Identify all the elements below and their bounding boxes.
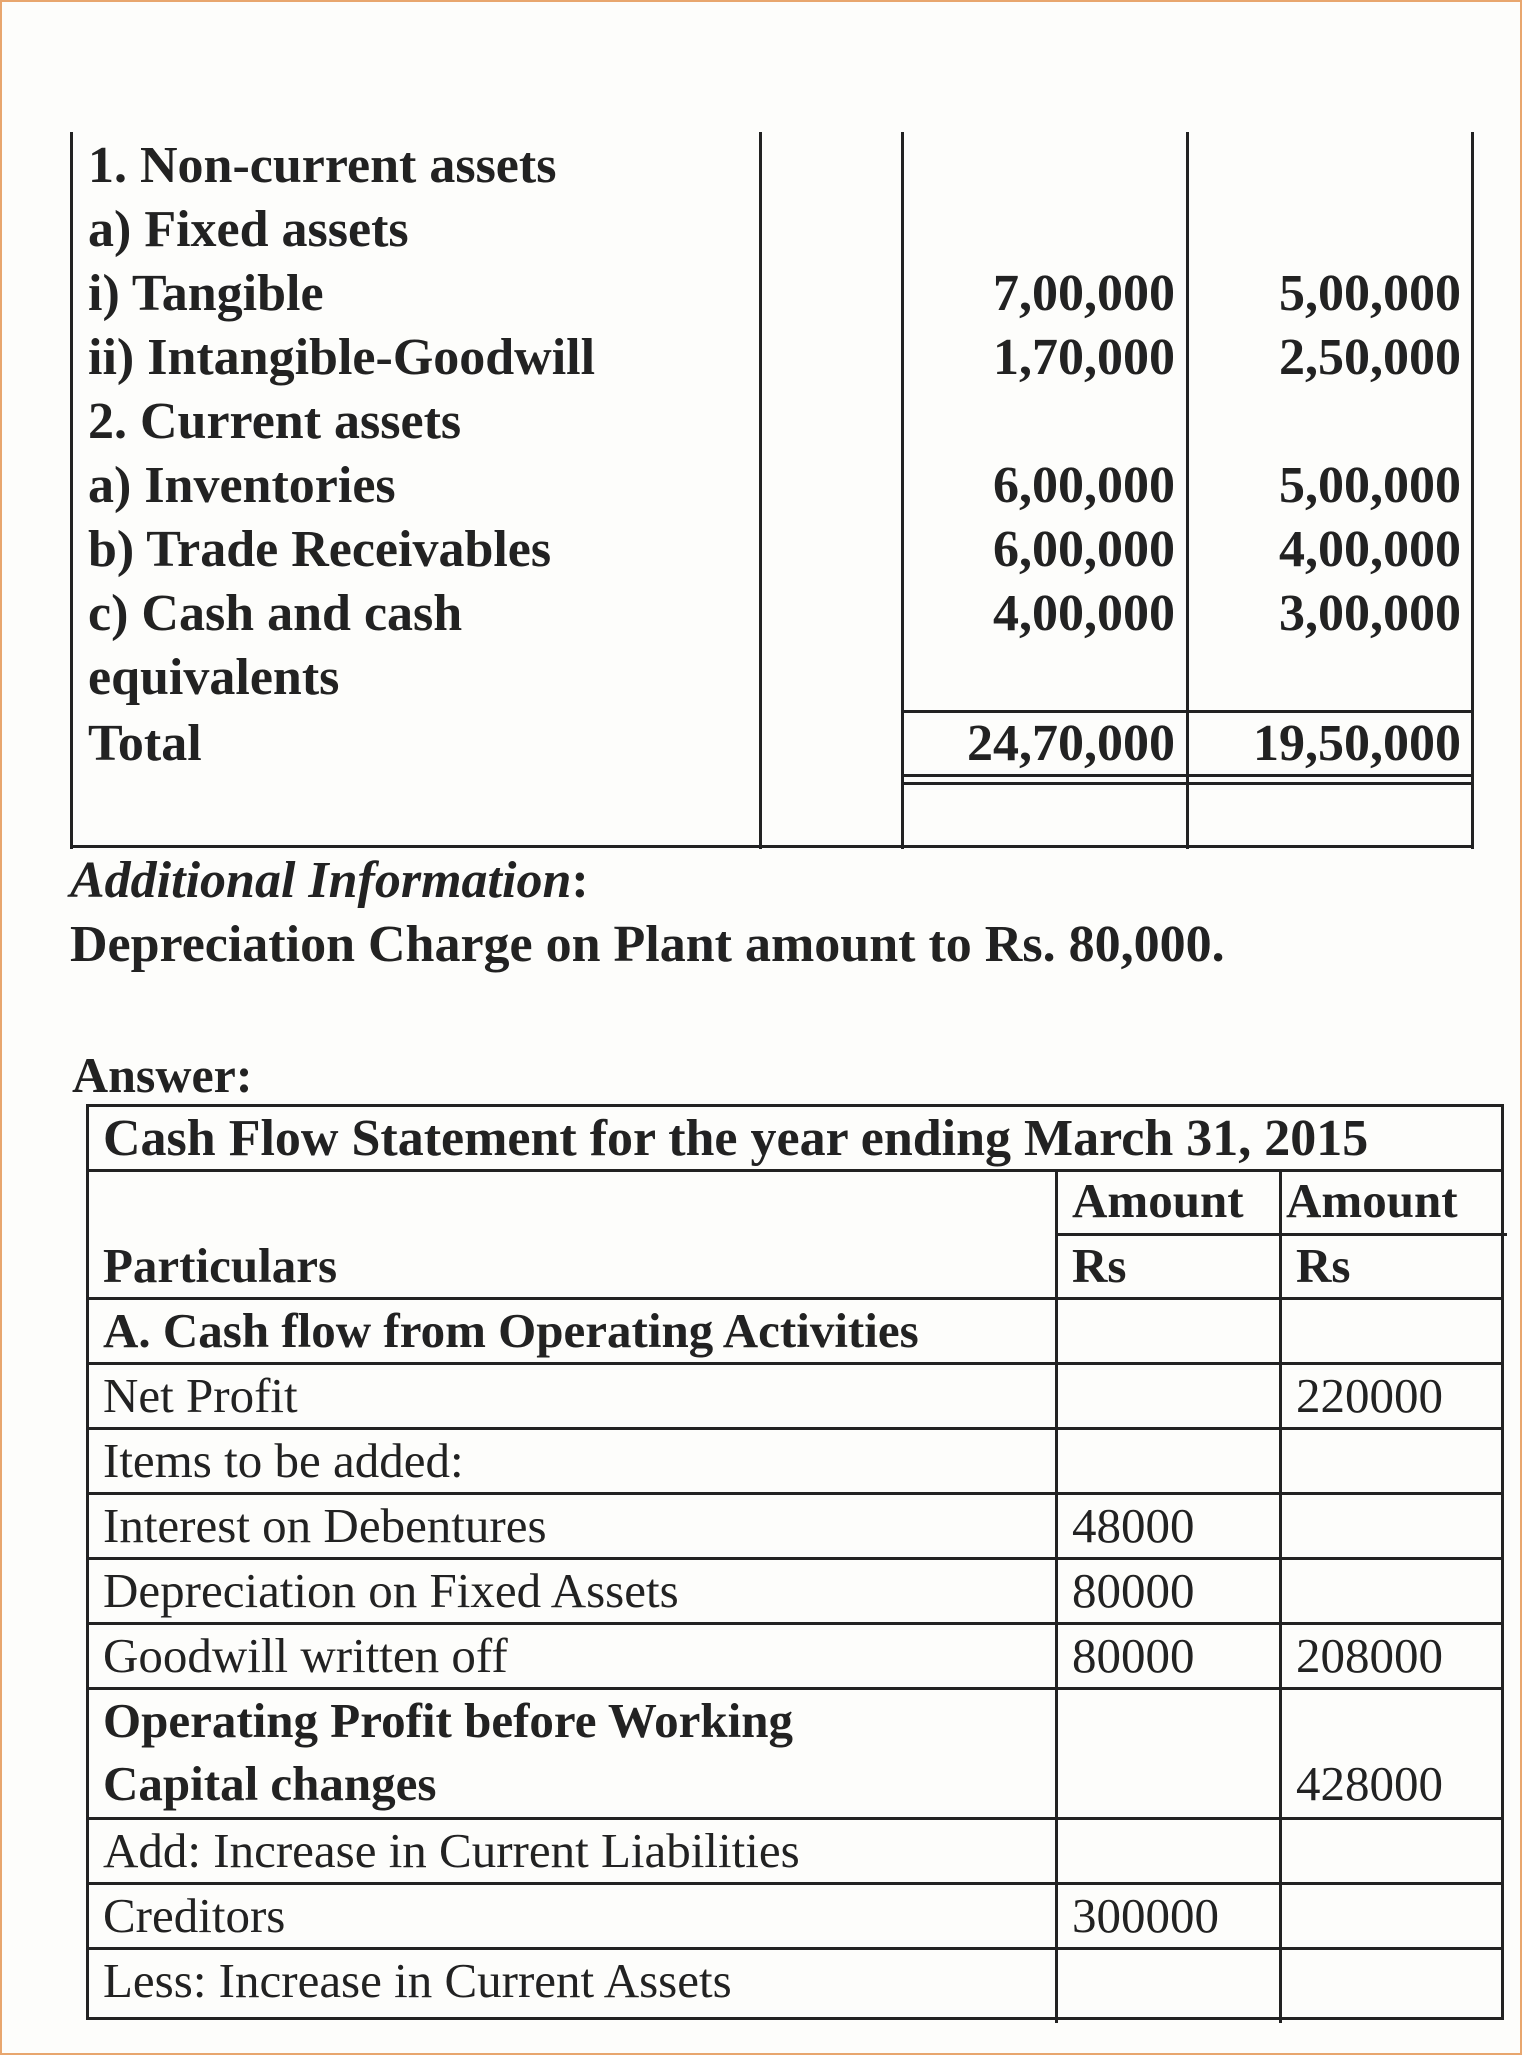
bs-total-current: 24,70,000 xyxy=(967,715,1175,772)
bs-value-current: 4,00,000 xyxy=(993,585,1175,642)
cash-flow-title: Cash Flow Statement for the year ending March 31, 2015 xyxy=(103,1110,1369,1167)
bs-total-rule-double-2 xyxy=(901,782,1474,785)
bs-value-previous: 5,00,000 xyxy=(1279,457,1461,514)
bs-divider-1 xyxy=(759,132,762,849)
row-amount-b: 208000 xyxy=(1296,1628,1443,1683)
bs-row-label: c) Cash and cash xyxy=(88,585,463,642)
additional-info-title xyxy=(70,849,589,913)
additional-info-title-text: Additional Information xyxy=(70,852,572,909)
answer-label: Answer: xyxy=(72,1047,253,1103)
bs-row-label: equivalents xyxy=(88,649,340,706)
bs-row-label: 2. Current assets xyxy=(88,393,462,450)
bs-border-left xyxy=(70,132,73,849)
particulars-header: Particulars xyxy=(103,1238,338,1293)
bs-row-label: ii) Intangible-Goodwill xyxy=(88,329,596,386)
bs-total-previous: 19,50,000 xyxy=(1253,715,1461,772)
row-label: Less: Increase in Current Assets xyxy=(103,1953,732,2008)
subtotal-amount: 428000 xyxy=(1296,1756,1443,1811)
bs-value-current: 6,00,000 xyxy=(993,457,1175,514)
bs-divider-3 xyxy=(1186,132,1189,849)
row-label: Depreciation on Fixed Assets xyxy=(103,1563,679,1618)
row-amount-a: 48000 xyxy=(1072,1498,1195,1553)
col-rule xyxy=(1055,1169,1058,2023)
bs-value-current: 6,00,000 xyxy=(993,521,1175,578)
cash-flow-table xyxy=(86,1104,1504,2020)
col-rule xyxy=(1279,1169,1282,2023)
bs-row-label: a) Fixed assets xyxy=(88,201,409,258)
subtotal-label-line1: Operating Profit before Working xyxy=(103,1693,794,1748)
additional-info-colon: : xyxy=(571,852,589,909)
bs-total-label: Total xyxy=(88,715,202,772)
bs-value-previous: 5,00,000 xyxy=(1279,265,1461,322)
amount-unit-a: Rs xyxy=(1072,1238,1127,1293)
bs-border-right xyxy=(1471,132,1474,849)
amount-header-a: Amount xyxy=(1072,1173,1244,1228)
row-label: Net Profit xyxy=(103,1368,298,1423)
amount-unit-b: Rs xyxy=(1296,1238,1351,1293)
row-label: Add: Increase in Current Liabilities xyxy=(103,1823,800,1878)
row-label: Items to be added: xyxy=(103,1433,464,1488)
row-amount-a: 80000 xyxy=(1072,1563,1195,1618)
subtotal-label-line2: Capital changes xyxy=(103,1756,437,1811)
bs-value-current: 7,00,000 xyxy=(993,265,1175,322)
bs-border-bottom xyxy=(70,845,1474,848)
row-label: Goodwill written off xyxy=(103,1628,508,1683)
row-amount-a: 80000 xyxy=(1072,1628,1195,1683)
bs-row-label: a) Inventories xyxy=(88,457,396,514)
bs-row-label: i) Tangible xyxy=(88,265,324,322)
row-rule xyxy=(89,1882,1501,1885)
section-heading: A. Cash flow from Operating Activities xyxy=(103,1303,919,1358)
bs-value-previous: 4,00,000 xyxy=(1279,521,1461,578)
amount-header-b: Amount xyxy=(1286,1173,1458,1228)
bs-value-previous: 2,50,000 xyxy=(1279,329,1461,386)
bs-row-label: 1. Non-current assets xyxy=(88,137,557,194)
bs-value-previous: 3,00,000 xyxy=(1279,585,1461,642)
bs-value-current: 1,70,000 xyxy=(993,329,1175,386)
row-label: Interest on Debentures xyxy=(103,1498,547,1553)
row-amount-b: 220000 xyxy=(1296,1368,1443,1423)
bs-divider-2 xyxy=(901,132,904,849)
row-amount-a: 300000 xyxy=(1072,1888,1219,1943)
row-rule xyxy=(89,1362,1501,1365)
row-label: Creditors xyxy=(103,1888,286,1943)
bs-row-label: b) Trade Receivables xyxy=(88,521,552,578)
additional-info-text: Depreciation Charge on Plant amount to Rs. 80,000. xyxy=(70,916,1225,973)
